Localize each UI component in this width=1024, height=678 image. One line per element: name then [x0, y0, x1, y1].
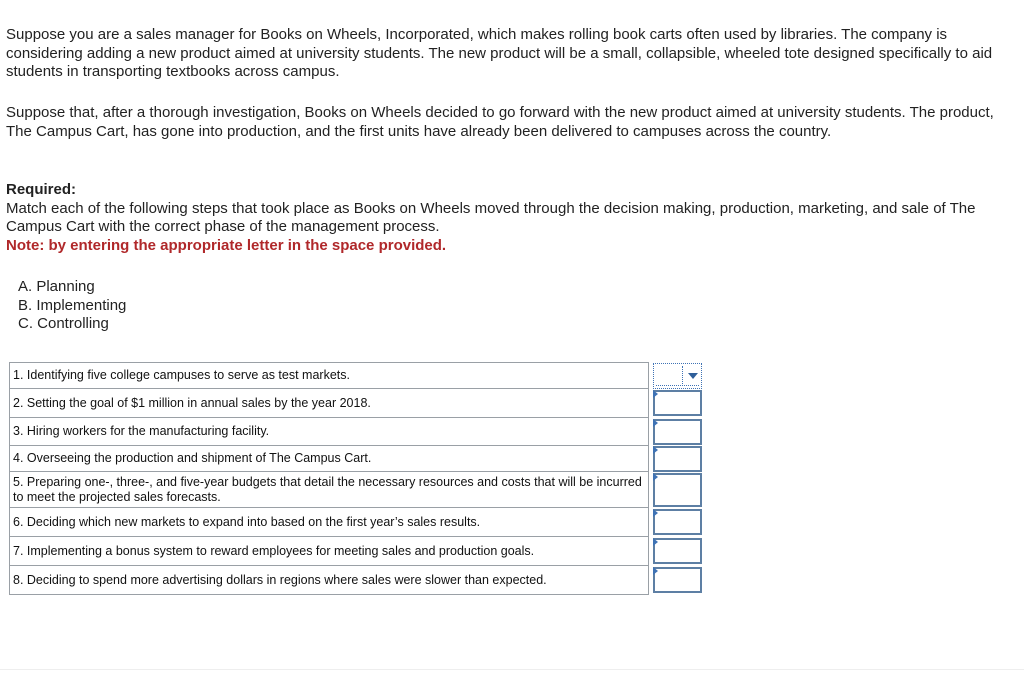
- table-row: [10, 363, 704, 389]
- answer-select-8[interactable]: [653, 567, 702, 593]
- marker-icon: [653, 567, 658, 575]
- phase-options: [18, 278, 126, 334]
- item-text: 7. Implementing a bonus system to reward employees for meeting sales and production goals.: [10, 537, 649, 566]
- answer-select-2[interactable]: [653, 390, 702, 416]
- item-text: 3. Hiring workers for the manufacturing facility.: [10, 418, 649, 446]
- table-row: [10, 389, 704, 418]
- option-implementing: B. Implementing: [18, 296, 127, 314]
- intro-paragraph-1: Suppose you are a sales manager for Books on Wheels, Incorporated, which makes rolling book carts often used by libraries. The company is considering adding a new product aimed at university students. The new product will be a small, collapsible, wheeled tote designed specifically to aid students in transporting textbooks across campus.: [6, 26, 993, 80]
- answer-select-5[interactable]: [653, 473, 702, 507]
- item-text: 8. Deciding to spend more advertising dollars in regions where sales were slower than expected.: [10, 566, 649, 595]
- required-note: Note: by entering the appropriate letter in the space provided.: [6, 236, 447, 254]
- item-text: 6. Deciding which new markets to expand into based on the first year’s sales results.: [10, 508, 649, 537]
- answer-select-6[interactable]: [653, 509, 702, 535]
- table-row: [10, 418, 704, 446]
- item-text: 1. Identifying five college campuses to serve as test markets.: [10, 363, 649, 389]
- marker-icon: [653, 509, 658, 517]
- answer-select-1[interactable]: [653, 363, 702, 389]
- intro-paragraph-2: Suppose that, after a thorough investigation, Books on Wheels decided to go forward with the new product aimed at university students. The product, The Campus Cart, has gone into production, and the first units have already been delivered to campuses across the country.: [6, 104, 994, 140]
- marker-icon: [653, 473, 658, 481]
- marker-icon: [653, 390, 658, 398]
- option-planning: A. Planning: [18, 278, 95, 295]
- option-controlling: C. Controlling: [18, 315, 109, 332]
- item-text: 5. Preparing one-, three-, and five-year budgets that detail the necessary resources and costs that will be incurred to meet the projected sales forecasts.: [10, 472, 649, 508]
- answer-select-4[interactable]: [653, 446, 702, 472]
- answer-select-3[interactable]: [653, 419, 702, 445]
- item-text: 4. Overseeing the production and shipment of The Campus Cart.: [10, 446, 649, 472]
- table-row: [10, 472, 704, 508]
- table-row: [10, 446, 704, 472]
- divider: [0, 669, 1024, 670]
- marker-icon: [653, 446, 658, 454]
- required-text: Match each of the following steps that took place as Books on Wheels moved through the decision making, production, marketing, and sale of The Campus Cart with the correct phase of the management process.: [6, 199, 976, 235]
- required-section: [6, 181, 1011, 255]
- answer-select-7[interactable]: [653, 538, 702, 564]
- dropdown-arrow-icon[interactable]: [688, 373, 698, 379]
- required-heading: Required:: [6, 181, 77, 198]
- table-row: [10, 508, 704, 537]
- marker-icon: [653, 419, 658, 427]
- item-text: 2. Setting the goal of $1 million in annual sales by the year 2018.: [10, 389, 649, 418]
- marker-icon: [653, 538, 658, 546]
- matching-table: [9, 362, 704, 595]
- table-row: [10, 566, 704, 595]
- table-row: [10, 537, 704, 566]
